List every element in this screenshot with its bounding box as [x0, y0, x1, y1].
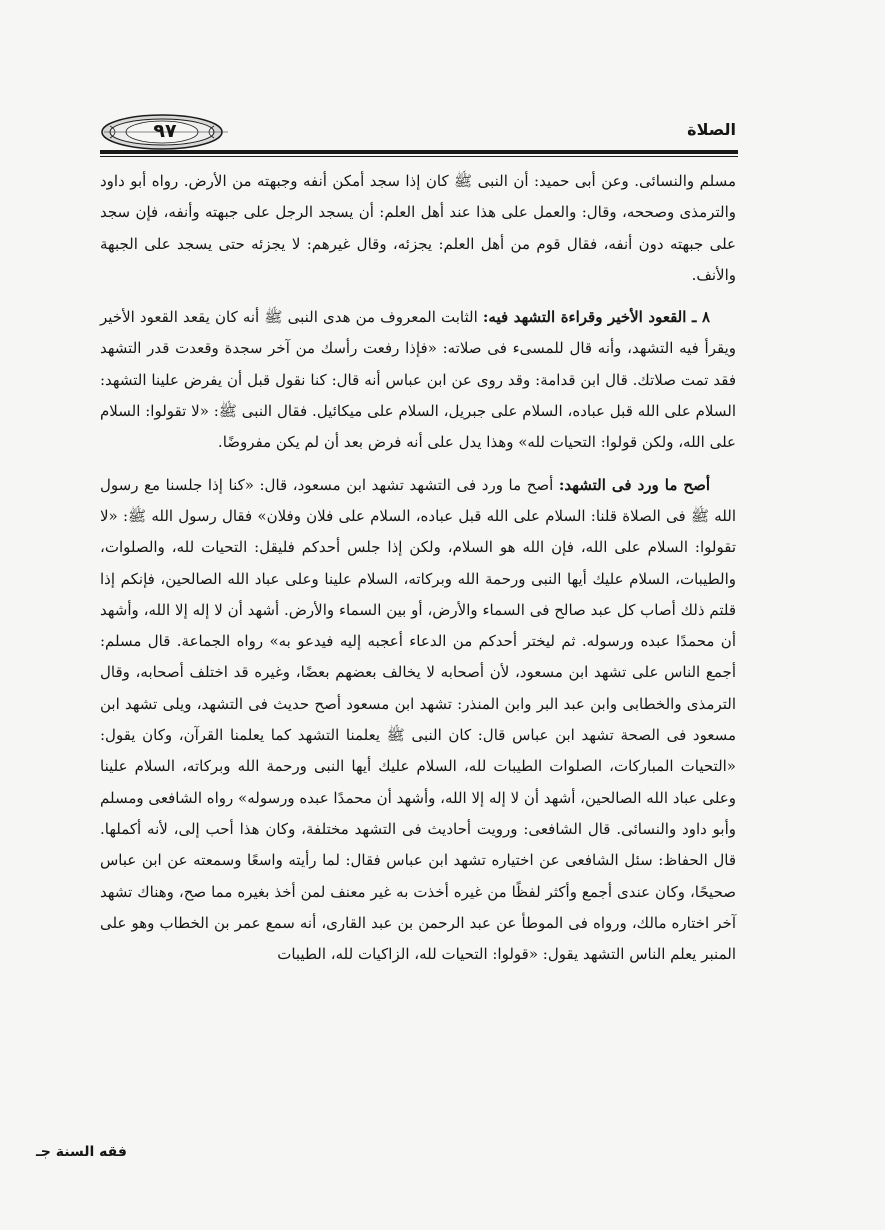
paragraph-2	[100, 302, 736, 458]
paragraph-1: مسلم والنسائى. وعن أبى حميد: أن النبى ﷺ كان إذا سجد أمكن أنفه وجبهته من الأرض. رواه أبو داود والترمذى وصححه، وقال: والعمل على هذا عند أهل العلم: أن يسجد الرجل على جبهته وأنفه، فإن سجد على جبهته دون أنفه، فقال قوم من أهل العلم: يجزئه، وقال غيرهم: لا يجزئه حتى يسجد على الجبهة والأنف.	[100, 172, 736, 284]
body-text	[100, 166, 736, 970]
footer-signature: فقه السنة جـ	[36, 1144, 127, 1160]
paragraph-3	[100, 470, 736, 971]
header-rule-thin	[100, 156, 738, 157]
page-number: ٩٧	[153, 120, 177, 142]
section-heading-8: ٨ ـ القعود الأخير وقراءة التشهد فيه:	[482, 308, 710, 327]
paragraph-3-text: أصح ما ورد فى التشهد تشهد ابن مسعود، قال: «كنا إذا جلسنا مع رسول الله ﷺ فى الصلاة قلنا: السلام على الله قبل عباده، السلام على فلان وفلان» فقال رسول الله ﷺ: «لا تقولوا: السلام على الله، فإن الله هو السلام، ولكن إذا جلس أحدكم فليقل: التحيات لله، والصلوات، والطيبات، السلام عليك أيها النبى ورحمة الله وبركاته، السلام علينا وعلى عباد الله الصالحين، فإنكم إذا قلتم ذلك أصاب كل عبد صالح فى السماء والأرض، أو بين السماء والأرض. أشهد أن لا إله إلا الله، وأشهد أن محمدًا عبده ورسوله. ثم ليختر أحدكم من الدعاء أعجبه إليه فيدعو به» رواه الجماعة. قال مسلم: أجمع الناس على تشهد ابن مسعود، لأن أصحابه لا يخالف بعضهم بعضًا، وغيره قد اختلف أصحابه، وقال الترمذى والخطابى وابن عبد البر وابن المنذر: تشهد ابن مسعود أصح حديث فى التشهد، ويلى تشهد ابن مسعود فى الصحة تشهد ابن عباس قال: كان النبى ﷺ يعلمنا التشهد كما يعلمنا القرآن، وكان يقول: «التحيات المباركات، الصلوات الطيبات لله، السلام عليك أيها النبى ورحمة الله وبركاته، السلام علينا وعلى عباد الله الصالحين، أشهد أن لا إله إلا الله، وأشهد أن محمدًا عبده ورسوله» رواه الشافعى ومسلم وأبو داود والنسائى. قال الشافعى: ورويت أحاديث فى التشهد مختلفة، وكان هذا أحب إلى، لأنه أكملها. قال الحفاظ: سئل الشافعى عن اختياره تشهد ابن عباس فقال: لما رأيته واسعًا وسمعته عن ابن عباس صحيحًا، وكان عندى أجمع وأكثر لفظًا من غيره أخذت به غير معنف لمن أخذ بغيره مما صح، وهناك تشهد آخر اختاره مالك، ورواه فى الموطأ عن عبد الرحمن بن عبد القارى، أنه سمع عمر بن الخطاب وهو على المنبر يعلم الناس التشهد يقول: «قولوا: التحيات لله، الزاكيات لله، الطيبات	[100, 475, 736, 964]
paragraph-2-text: الثابت المعروف من هدى النبى ﷺ أنه كان يقعد القعود الأخير ويقرأ فيه التشهد، وأنه قال للمسىء فى صلاته: «فإذا رفعت رأسك من آخر سجدة وقعدت قدر التشهد فقد تمت صلاتك. قال ابن قدامة: وقد روى عن ابن عباس أنه قال: كنا نقول قبل أن يفرض علينا التشهد: السلام على الله قبل عباده، السلام على جبريل، السلام على ميكائيل. فقال النبى ﷺ: «لا تقولوا: السلام على الله، ولكن قولوا: التحيات لله» وهذا يدل على أنه فرض بعد أن لم يكن مفروضًا.	[100, 308, 736, 452]
header-rule-thick	[100, 150, 738, 154]
running-head: الصلاة	[687, 120, 736, 139]
subheading-tashahhud: أصح ما ورد فى التشهد:	[558, 475, 711, 494]
